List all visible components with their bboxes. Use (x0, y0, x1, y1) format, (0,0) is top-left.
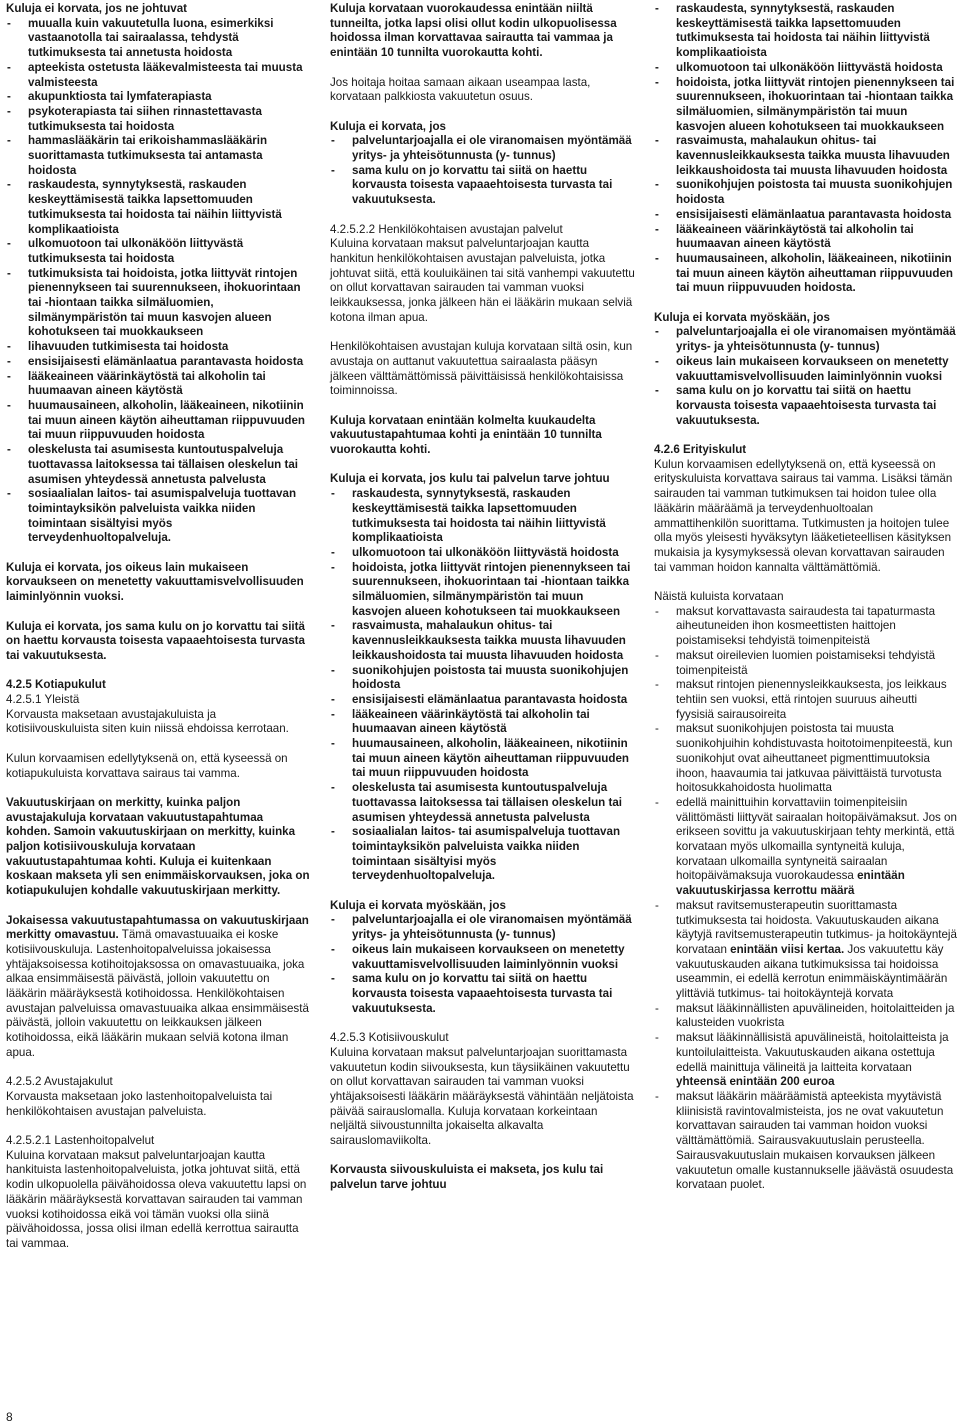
list-item: - lääkeaineen väärinkäytöstä tai alkoholin tai huumaavan aineen käytöstä (654, 223, 958, 252)
bold-paragraph: Kuluja korvataan vuorokaudessa enintään niiltä tunneilta, jotka lapsi olisi ollut kodin ulkopuolisessa hoidossa ilman korvattavaa sairautta tai vammaa ja enintään 10 tunnilta vuorokautta kohti. (330, 2, 617, 60)
paragraph-gap (330, 399, 636, 414)
paragraph-gap (6, 737, 310, 752)
list-item: - raskaudesta, synnytyksestä, raskauden keskeyttämisestä taikka lapsettomuuden tutkimuksesta tai hoidosta tai näihin liittyvistä komplikaatioista (330, 487, 636, 546)
paragraph: 4.2.5.3 Kotisiivouskulut (330, 1031, 449, 1045)
dash-list (654, 2, 958, 296)
list-item (654, 605, 958, 649)
paragraph-gap (330, 325, 636, 340)
bold-paragraph: Kuluja korvataan enintään kolmelta kuukaudelta vakuutustapahtumaa kohti ja enintään 10 tunnilta vuorokautta kohti. (330, 413, 602, 457)
list-item: - palveluntarjoajalla ei ole viranomaisen myöntämää yritys- ja yhteisötunnusta (y- tunnus) (654, 325, 958, 354)
bold-paragraph: Kuluja ei korvata, jos ne johtuvat (6, 2, 188, 15)
bold-paragraph: Kuluja ei korvata, jos (330, 119, 446, 133)
list-item: - rasvaimusta, mahalaukun ohitus- tai kavennusleikkauksesta taikka muusta lihavuuden leikkaushoidosta tai muusta lihavuuden hoidosta (654, 134, 958, 178)
list-item: - lääkeaineen väärinkäytöstä tai alkoholin tai huumaavan aineen käytöstä (330, 708, 636, 737)
paragraph (6, 914, 310, 1061)
text-run: enintään vakuutuskirjassa kerrottu määrä (676, 869, 905, 898)
list-item (654, 722, 958, 796)
paragraph-gap (330, 105, 636, 120)
list-item: - ensisijaisesti elämänlaatua parantavasta hoidosta (330, 693, 636, 708)
list-item: - huumausaineen, alkoholin, lääkeaineen, nikotiinin tai muun aineen käytön aiheuttaman riippuvuuden tai muun riippuvuuden hoidosta (330, 737, 636, 781)
list-item: - akupunktiosta tai lymfaterapiasta (6, 90, 310, 105)
list-item: - ulkomuotoon tai ulkonäköön liittyvästä hoidosta (654, 61, 958, 76)
list-item (654, 1031, 958, 1090)
list-item: - muualla kuin vakuutetulla luona, esimerkiksi vastaanotolla tai sairaalassa, tehdystä tutkimuksesta tai annetusta hoidosta (6, 17, 310, 61)
text-run: Tämä omavastuuaika ei koske kotisiivouskuluja. Lastenhoitopalveluissa jokaisessa yhtäjaksoisessa kotihoitojaksossa on omavastuuaika, joka alkaa ensimmäisestä päivästä, jolloin vakuutettu on lääkärin määräyksestä kotihoidossa. Henkilökohtaisen avustajan palveluissa omavastuuaika alkaa ensimmäisestä päivästä, jolloin vakuutettu on leikkauksen jälkeen kotihoidossa, eikä lääkärin mukaan selviä kotona ilman apua. (6, 928, 309, 1059)
list-item: - apteekista ostetusta lääkevalmisteesta tai muusta valmisteesta (6, 61, 310, 90)
bold-paragraph: Kuluja ei korvata myöskään, jos (330, 898, 506, 912)
list-item (654, 1002, 958, 1031)
paragraph-gap (654, 428, 958, 443)
dash-list (330, 134, 636, 208)
list-item: - sosiaalialan laitos- tai asumispalveluja tuottavan toimintayksikön palveluista vaikka niiden toimintaan sisältyisi myös terveydenhuoltopalveluja. (330, 825, 636, 884)
bold-paragraph: 4.2.6 Erityiskulut (654, 443, 747, 457)
list-item: - lääkeaineen väärinkäytöstä tai alkoholin tai huumaavan aineen käytöstä (6, 370, 310, 399)
paragraph-gap (6, 605, 310, 620)
bold-paragraph: Kuluja ei korvata, jos sama kulu on jo korvattu tai siitä on haettu korvausta toisesta vapaaehtoisesta turvasta tai vakuutuksesta. (6, 619, 305, 662)
list-item: - ulkomuotoon tai ulkonäköön liittyvästä tutkimuksesta tai hoidosta (6, 237, 310, 266)
text-run: maksut rintojen pienennysleikkauksesta, jos leikkaus tehtiin sen vuoksi, että rintojen suuruus aiheutti fyysisiä sairausoireita (676, 678, 947, 721)
list-item: - ulkomuotoon tai ulkonäköön liittyvästä hoidosta (330, 546, 636, 561)
text-column-1 (6, 2, 310, 1252)
list-item: - sama kulu on jo korvattu tai siitä on haettu korvausta toisesta vapaaehtoisesta turvasta tai vakuutuksesta. (330, 972, 636, 1016)
list-item: - huumausaineen, alkoholin, lääkeaineen, nikotiinin tai muun aineen käytön aiheuttaman riippuvuuden tai muun riippuvuuden hoidosta. (654, 252, 958, 296)
list-item (654, 1090, 958, 1193)
list-item: - suonikohjujen poistosta tai muusta suonikohjujen hoidosta (330, 664, 636, 693)
text-run: Jokaisessa vakuutustapahtumassa on vakuutuskirjaan merkitty omavastuu. (6, 913, 309, 942)
dash-list (330, 913, 636, 1016)
list-item: - psykoterapiasta tai siihen rinnastettavasta tutkimuksesta tai hoidosta (6, 105, 310, 134)
text-column-3 (654, 2, 958, 1193)
list-item: - sosiaalialan laitos- tai asumispalveluja tuottavan toimintayksikön palveluista vaikka niiden toimintaan sisältyisi myös terveydenhuoltopalveluja. (6, 487, 310, 546)
paragraph: Kuluina korvataan maksut palveluntarjoajan kautta hankitun henkilökohtaisen avustajan palveluista, jotka johtuvat siitä, että kouluikäinen tai sitä vanhempi vakuutettu on ollut korvattavan sairauden tai vamman vuoksi leikkauksessa, jonka jälkeen hän ei lääkärin mukaan selviä kotona ilman apua. (330, 237, 635, 324)
list-item: - huumausaineen, alkoholin, lääkeaineen, nikotiinin tai muun aineen käytön aiheuttaman riippuvuuden tai muun riippuvuuden hoidosta (6, 399, 310, 443)
list-item: - raskaudesta, synnytyksestä, raskauden keskeyttämisestä taikka lapsettomuuden tutkimuksesta tai hoidosta tai näihin liittyvistä komplikaatioista (6, 178, 310, 237)
bold-paragraph: 4.2.5 Kotiapukulut (6, 678, 106, 692)
list-item: - lihavuuden tutkimisesta tai hoidosta (6, 340, 310, 355)
list-item (654, 796, 958, 899)
paragraph-gap (6, 899, 310, 914)
paragraph-gap (654, 296, 958, 311)
text-run: yhteensä enintään 200 euroa (676, 1075, 835, 1089)
list-item: - oleskelusta tai asumisesta kuntoutuspalveluja tuottavassa laitoksessa tai tällaisen oleskelun tai asumisen yhteydessä annetusta palvelusta (6, 443, 310, 487)
bold-paragraph: Vakuutuskirjaan on merkitty, kuinka paljon avustajakuluja korvataan vakuutustapahtumaa kohden. Samoin vakuutuskirjaan on merkitty, kuinka paljon kotisiivouskuluja korvataan vakuutustapahtumaa kohti. Kuluja ei kuitenkaan koskaan makseta yli sen enimmäiskorvauksen, joka on kotiapukulujen kohdalle vakuutuskirjaan merkitty. (6, 795, 310, 898)
paragraph-gap (330, 458, 636, 473)
paragraph-gap (330, 1016, 636, 1031)
paragraph: 4.2.5.2.2 Henkilökohtaisen avustajan palvelut (330, 222, 563, 236)
paragraph: Kulun korvaamisen edellytyksenä on, että kyseessä on erityskuluista korvattava sairaus tai vamma. Lisäksi tämän sairauden tai vamman tutkimuksen tai hoidon tulee olla lääkärin määräämä ja terveydenhuoltoalan ammattihenkilön suorittama. Tutkimusten ja hoitojen tulee olla myös yleisesti hyväksytyn lääketieteellisen käsityksen mukaisia ja kysymyksessä olevan korvattavan sairauden tai vamman hoidon kannalta välttämättömiä. (654, 457, 953, 574)
list-item: - hoidoista, jotka liittyvät rintojen pienennykseen tai suurennukseen, ihokuorintaan tai -hiontaan taikka silmäluomien, silmänympäristön tai muun kasvojen alueen kohotukseen tai muokkaukseen (330, 561, 636, 620)
dash-list (6, 17, 310, 546)
bold-paragraph: Kuluja ei korvata, jos oikeus lain mukaiseen korvaukseen on menetetty vakuuttamisvelvollisuuden laiminlyönnin vuoksi. (6, 560, 304, 604)
text-run: edellä mainittuihin korvattaviin toimenpiteisiin välittömästi liittyvät sairaalan hoitopäivämaksut. Jos on erikseen sovittu ja vakuutuskirjaan tehty merkintä, että korvataan myös ulkomailla syntyneitä kuluja, korvataan ulkomailla syntyneitä sairaalan hoitopäivämaksuja vuorokaudessa (676, 795, 957, 883)
list-item: - sama kulu on jo korvattu tai siitä on haettu korvausta toisesta vapaaehtoisesta turvasta tai vakuutuksesta. (654, 384, 958, 428)
paragraph-gap (6, 1061, 310, 1076)
paragraph: Kuluina korvataan maksut palveluntarjoajan suorittamasta vakuutetun kodin siivouksesta, kun täysiikäinen vakuutettu on ollut korvattavan sairauden tai vamman vuoksi yhtäjaksoisesti lääkärin määräyksestä vähintään neljätoista päivää sairauslomalla. Kuluja korvataan korkeintaan neljältä siivoustunnilta jokaiselta alkavalta sairauslomaviikolta. (330, 1045, 634, 1148)
paragraph: Jos hoitaja hoitaa samaan aikaan useampaa lasta, korvataan palkkiosta vakuutetun osuus. (330, 75, 591, 104)
list-item: - ensisijaisesti elämänlaatua parantavasta hoidosta (654, 208, 958, 223)
paragraph: Korvausta maksetaan joko lastenhoitopalveluista tai henkilökohtaisen avustajan palveluista. (6, 1089, 273, 1118)
paragraph-gap (6, 781, 310, 796)
bold-paragraph: Korvausta siivouskuluista ei makseta, jos kulu tai palvelun tarve johtuu (330, 1163, 604, 1192)
page-number: 8 (6, 1410, 13, 1424)
list-item (654, 899, 958, 1002)
text-column-2 (330, 2, 636, 1193)
paragraph-gap (654, 575, 958, 590)
list-item: - rasvaimusta, mahalaukun ohitus- tai kavennusleikkauksesta taikka muusta lihavuuden leikkaushoidosta tai muusta lihavuuden hoidosta (330, 619, 636, 663)
paragraph-gap (6, 1119, 310, 1134)
list-item (654, 678, 958, 722)
paragraph: 4.2.5.2.1 Lastenhoitopalvelut (6, 1134, 155, 1148)
list-item: - oikeus lain mukaiseen korvaukseen on menetetty vakuuttamisvelvollisuuden laiminlyönnin vuoksi (330, 943, 636, 972)
list-item: - hoidoista, jotka liittyvät rintojen pienennykseen tai suurennukseen, ihokuorintaan tai -hiontaan taikka silmäluomien, silmänympäristön tai muun kasvojen alueen kohotukseen tai muokkaukseen (654, 76, 958, 135)
paragraph-gap (6, 664, 310, 679)
list-item: - oikeus lain mukaiseen korvaukseen on menetetty vakuuttamisvelvollisuuden laiminlyönnin vuoksi (654, 355, 958, 384)
dash-list (330, 487, 636, 884)
paragraph: 4.2.5.1 Yleistä (6, 693, 80, 706)
paragraph: Näistä kuluista korvataan (654, 590, 784, 604)
bold-paragraph: Kuluja ei korvata myöskään, jos (654, 310, 830, 324)
dash-list (654, 605, 958, 1193)
list-item: - palveluntarjoajalla ei ole viranomaisen myöntämää yritys- ja yhteisötunnusta (y- tunnus) (330, 134, 636, 163)
list-item: - sama kulu on jo korvattu tai siitä on haettu korvausta toisesta vapaaehtoisesta turvasta tai vakuutuksesta. (330, 164, 636, 208)
list-item: - oleskelusta tai asumisesta kuntoutuspalveluja tuottavassa laitoksessa tai tällaisen oleskelun tai asumisen yhteydessä annetusta palvelusta (330, 781, 636, 825)
bold-paragraph: Kuluja ei korvata, jos kulu tai palvelun tarve johtuu (330, 472, 610, 486)
dash-list (654, 325, 958, 428)
list-item: - suonikohjujen poistosta tai muusta suonikohjujen hoidosta (654, 178, 958, 207)
text-run: maksut oireilevien luomien poistamiseksi tehdyistä toimenpiteistä (676, 648, 936, 677)
text-run: maksut ravitsemusterapeutin suorittamasta tutkimuksesta tai hoidosta. Vakuutuskauden aikana käytyjä ravitsemusterapeutin tutkimus- ja hoitokäyntejä korvataan (676, 898, 957, 956)
paragraph-gap (330, 61, 636, 76)
list-item: - raskaudesta, synnytyksestä, raskauden keskeyttämisestä taikka lapsettomuuden tutkimuksesta tai hoidosta tai näihin liittyvistä komplikaatioista (654, 2, 958, 61)
list-item: - palveluntarjoajalla ei ole viranomaisen myöntämää yritys- ja yhteisötunnusta (y- tunnus) (330, 913, 636, 942)
text-run: maksut lääkinnällisistä apuvälineistä, hoitolaitteista ja kuntoilulaitteista. Vakuutuskauden aikana ostettuja edellä mainittuja välineitä ja laitteita korvataan (676, 1031, 949, 1074)
list-item (654, 649, 958, 678)
paragraph: Kulun korvaamisen edellytyksenä on, että kyseessä on kotiapukuluista korvattava sairaus tai vamma. (6, 751, 288, 780)
paragraph: Kuluina korvataan maksut palveluntarjoajan kautta hankituista lastenhoitopalveluista, jotka johtuvat siitä, että kodin ulkopuolella päivähoidossa oleva vakuutettu lapsi on lääkärin määräyksestä korvattavan sairauden tai vamman vuoksi kotihoidossa eikä voi tämän vuoksi olla siinä päivähoidossa, jossa olisi ilman edellä kerrottua sairautta tai vammaa. (6, 1148, 307, 1250)
paragraph: Henkilökohtaisen avustajan kuluja korvataan siltä osin, kun avustaja on auttanut vakuutettua sairaalasta pääsyn jälkeen välttämättömissä päivittäisissä henkilökohtaisissa toiminnoissa. (330, 340, 633, 398)
text-run: enintään viisi kertaa. (730, 942, 845, 956)
text-run: Jos vakuutettu käy vakuutuskauden aikana tutkimuksissa tai hoidoissa useammin, ei edellä kerrotun enimmäiskäyntimäärän ylittäviä tutkimus- tai hoitokäyntejä korvata (676, 942, 948, 1001)
paragraph-gap (6, 546, 310, 561)
text-run: maksut lääkinnällisten apuvälineiden, hoitolaitteiden ja kalusteiden vuokrista (676, 1001, 955, 1030)
paragraph-gap (330, 208, 636, 223)
paragraph-gap (330, 1149, 636, 1164)
text-run: maksut korvattavasta sairaudesta tai tapaturmasta aiheutuneiden ihon kosmeettisten haittojen poistamiseksi tehdyistä toimenpiteistä (676, 604, 936, 648)
paragraph: 4.2.5.2 Avustajakulut (6, 1075, 113, 1089)
text-run: maksut suonikohjujen poistosta tai muusta suonikohjuihin kohdistuvasta hoitotoimenpiteestä, kun suonikohjut ovat aiheuttaneet pigmenttimuutoksia ihoon, haavaumia tai jatkuvaa päivittäistä turvotusta hoitosukkahoidosta huolimatta (676, 722, 953, 795)
paragraph-gap (330, 884, 636, 899)
list-item: - tutkimuksista tai hoidoista, jotka liittyvät rintojen pienennykseen tai suurennukseen, ihokuorintaan tai -hiontaan taikka silmäluomien, silmänympäristön tai muun kasvojen alueen kohotukseen tai muokkaukseen (6, 267, 310, 341)
list-item: - hammaslääkärin tai erikoishammaslääkärin suorittamasta tutkimuksesta tai antamasta hoidosta (6, 134, 310, 178)
text-run: maksut lääkärin määräämistä apteekista myytävistä kliinisistä ravintovalmisteista, jos ne ovat vakuutetun korvattavan sairauden tai vamman hoidon vuoksi välttämättömiä. Sairausvakuutuslain perusteella. Sairausvakuutuslain mukaisen korvauksen jälkeen vakuutetun omalle kustannukselle jäävästä osuudesta korvataan puolet. (676, 1089, 954, 1192)
list-item: - ensisijaisesti elämänlaatua parantavasta hoidosta (6, 355, 310, 370)
paragraph: Korvausta maksetaan avustajakuluista ja kotisiivouskuluista siten kuin niissä ehdoissa kerrotaan. (6, 707, 289, 736)
